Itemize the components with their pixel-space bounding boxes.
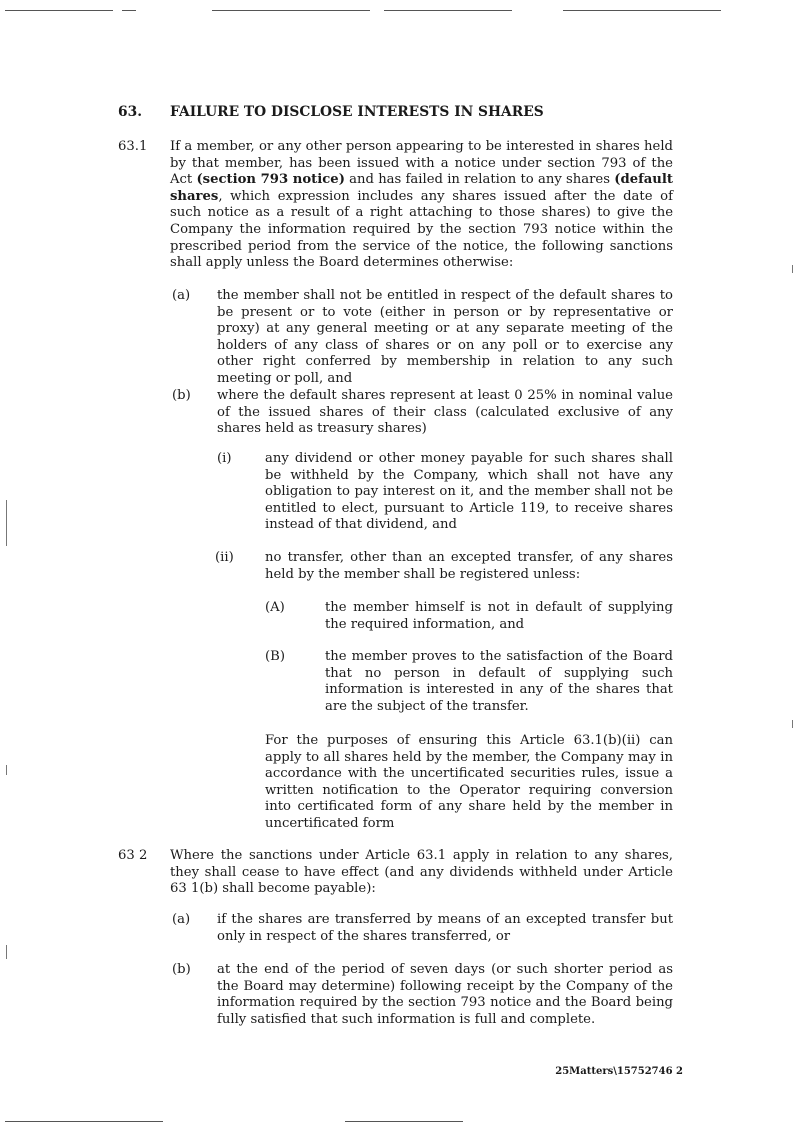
- defined-term-section-793-notice: (section 793 notice): [196, 172, 345, 188]
- clause-63-2-a-text: if the shares are transferred by means of an excepted transfer but only in respect of the shares transferred, or: [217, 912, 673, 944]
- document-reference: 25Matters\15752746 2: [555, 1066, 683, 1077]
- clause-63-1-b-ii-B-text: the member proves to the satisfaction of the Board that no person in default of supplying such information is interested in any of the shares that are the subject of the transfer.: [325, 649, 673, 714]
- clause-number-63-2: 63 2: [118, 848, 148, 863]
- left-margin-mark-3: [6, 945, 7, 959]
- top-rule-3: [212, 10, 370, 11]
- clause-number-63-1: 63.1: [118, 139, 148, 154]
- section-heading: [118, 104, 544, 121]
- clause-63-1-text-part: and has failed in relation to any shares: [344, 172, 615, 188]
- top-rule-1: [5, 10, 113, 11]
- defined-term-default-shares-open: (default: [614, 172, 673, 188]
- clause-63-1-b-ii-A-label: (A): [265, 600, 285, 615]
- clause-63-2-b-text: at the end of the period of seven days (or such shorter period as the Board may determine) following receipt by the Company of the information required by the section 793 notice and the Board being fully satisfied that such information is full and complete.: [217, 962, 673, 1027]
- clause-63-2-text: Where the sanctions under Article 63.1 apply in relation to any shares, they shall cease to have effect (and any dividends withheld under Article 63 1(b) shall become payable):: [170, 848, 673, 897]
- clause-63-1-b-i-text: any dividend or other money payable for such shares shall be withheld by the Company, which shall not have any obligation to pay interest on it, and the member shall not be entitled to elect, pursuant to Article 119, to receive shares instead of that dividend, and: [265, 451, 673, 533]
- left-margin-mark: [6, 500, 7, 546]
- clause-63-1-text-part: If a member, or any other person appearing to be interested in shares held by that member, has been issued with a notice under section 793 of the Act: [170, 139, 673, 188]
- clause-63-1-text: [170, 139, 673, 272]
- clause-63-1-b-ii-B-label: (B): [265, 649, 285, 664]
- top-rule-5: [563, 10, 721, 11]
- clause-63-1-b-i-label: (i): [217, 451, 232, 466]
- clause-63-1-a-label: (a): [172, 288, 191, 303]
- clause-63-2-b-label: (b): [172, 962, 191, 977]
- clause-63-1-a-text: the member shall not be entitled in respect of the default shares to be present or to vote (either in person or by representative or proxy) at any general meeting or at any separate meeting of the holders of any class of shares or on any poll or to exercise any other right conferred by membership in relation to any such meeting or poll, and: [217, 288, 673, 386]
- clause-63-2-a-label: (a): [172, 912, 191, 927]
- clause-63-1-b-text: where the default shares represent at least 0 25% in nominal value of the issued shares of their class (calculated exclusive of any shares held as treasury shares): [217, 388, 673, 437]
- section-number: 63.: [118, 104, 143, 120]
- clause-63-1-b-label: (b): [172, 388, 191, 403]
- clause-63-1-b-ii-label: (ii): [215, 550, 234, 565]
- clause-63-1-b-ii-note: For the purposes of ensuring this Article 63.1(b)(ii) can apply to all shares held by the member, the Company may in accordance with the uncertificated securities rules, issue a written notification to the Operator requiring conversion into certificated form of any share held by the member in uncertificated form: [265, 733, 673, 831]
- clause-63-1-b-ii-A-text: the member himself is not in default of supplying the required information, and: [325, 600, 673, 632]
- clause-63-1-text-part: , which expression includes any shares issued after the date of such notice as a result of a right attaching to those shares) to give the Company the information required by the section 793 notice within the prescribed period from the service of the notice, the following sanctions shall apply unless the Board determines otherwise:: [170, 188, 673, 271]
- top-rule-2: [122, 10, 136, 11]
- right-margin-mark-2: [792, 720, 793, 728]
- bottom-rule-1: [5, 1121, 163, 1122]
- defined-term-default-shares: shares: [170, 188, 219, 204]
- top-rule-4: [384, 10, 512, 11]
- right-margin-mark: [792, 265, 793, 273]
- clause-63-1-b-ii-text: no transfer, other than an excepted transfer, of any shares held by the member shall be registered unless:: [265, 550, 673, 582]
- bottom-rule-2: [345, 1121, 463, 1122]
- section-title: FAILURE TO DISCLOSE INTERESTS IN SHARES: [170, 104, 544, 120]
- left-margin-mark-2: [6, 765, 7, 775]
